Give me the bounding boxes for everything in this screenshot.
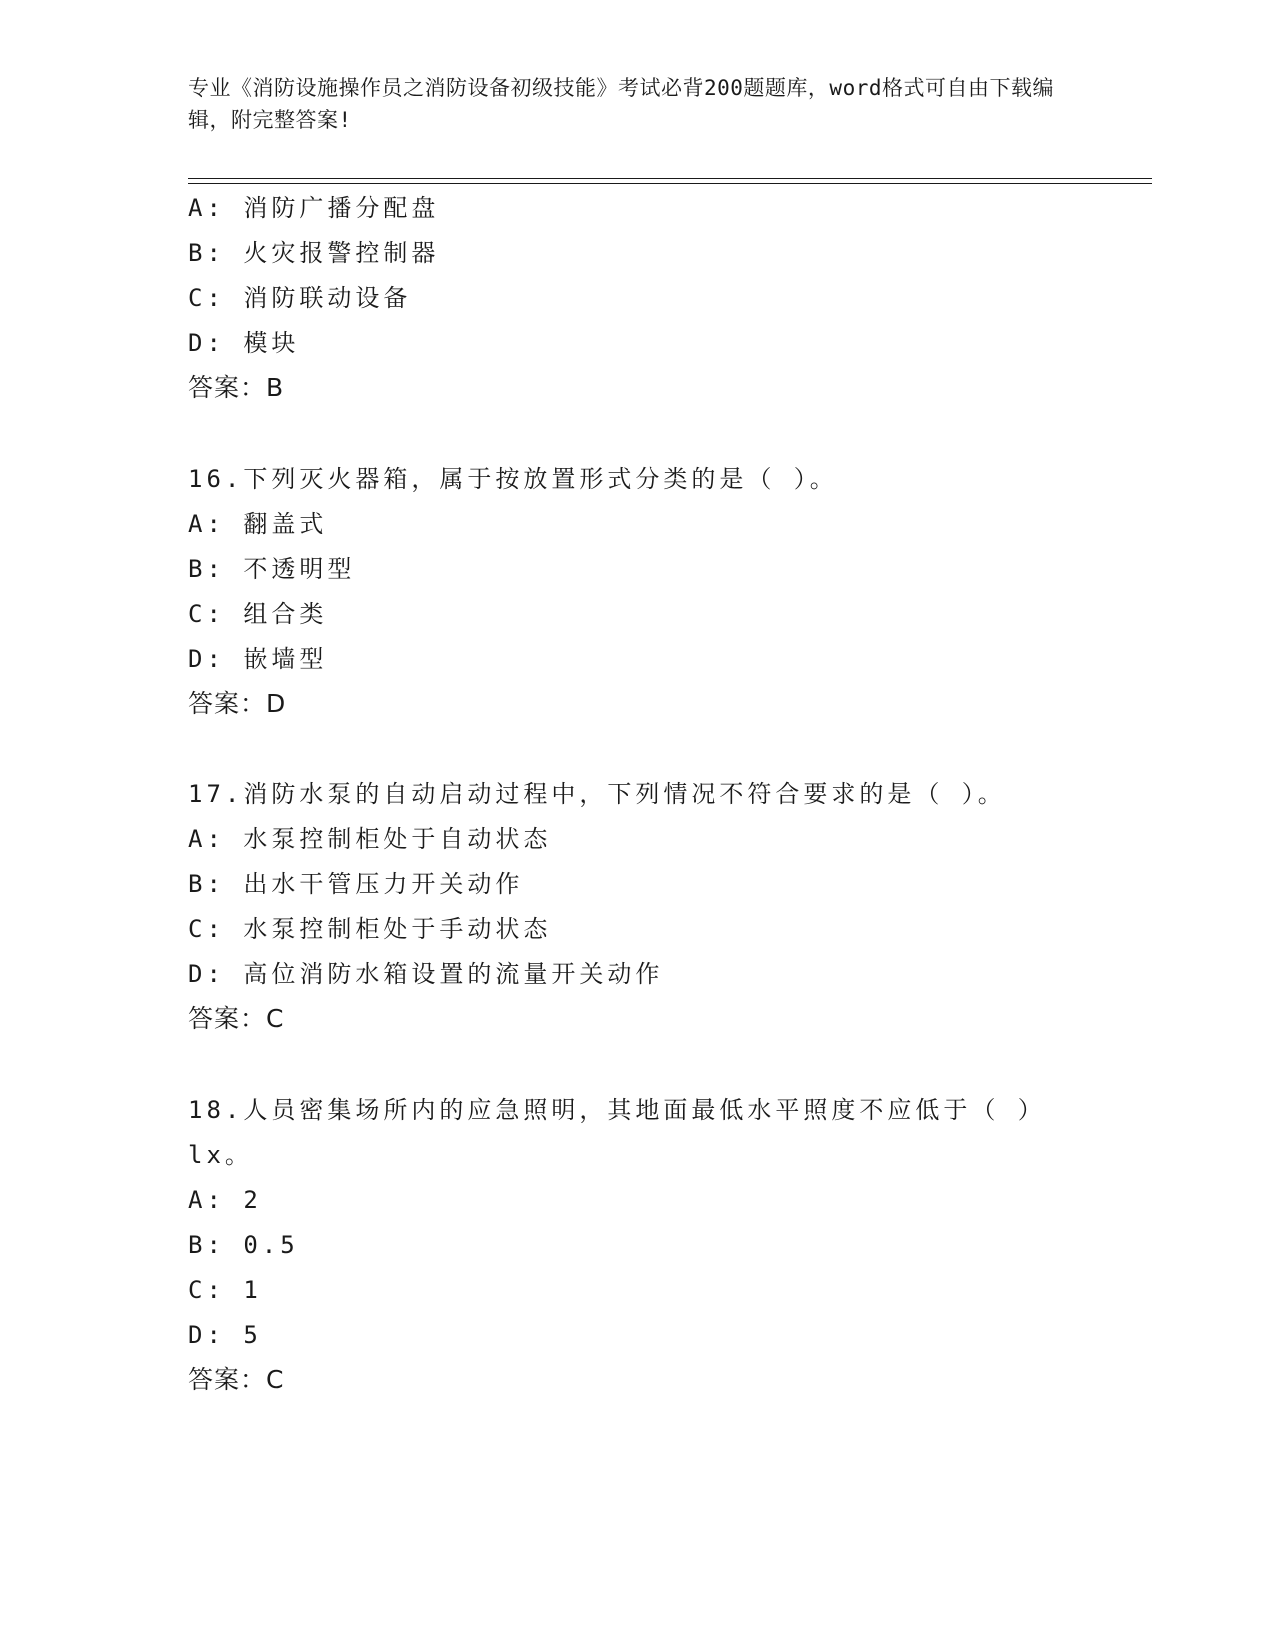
q18-option-c: C: 1 bbox=[188, 1276, 262, 1304]
document-header: 专业《消防设施操作员之消防设备初级技能》考试必背200题题库，word格式可自由下载编辑，附完整答案! bbox=[188, 76, 1054, 132]
q18-answer: 答案：C bbox=[188, 1365, 285, 1394]
q18-question-continued: lx。 bbox=[188, 1141, 253, 1169]
q18-option-b: B: 0.5 bbox=[188, 1231, 299, 1259]
q16-question: 16.下列灭火器箱，属于按放置形式分类的是（ ）。 bbox=[188, 465, 838, 493]
q16-option-c: C: 组合类 bbox=[188, 600, 328, 628]
q16-option-d: D: 嵌墙型 bbox=[188, 645, 328, 673]
q18-question: 18.人员密集场所内的应急照明，其地面最低水平照度不应低于（ ） bbox=[188, 1096, 1046, 1124]
q15-option-c: C: 消防联动设备 bbox=[188, 284, 412, 312]
q17-question: 17.消防水泵的自动启动过程中，下列情况不符合要求的是（ ）。 bbox=[188, 780, 1006, 808]
q17-option-b: B: 出水干管压力开关动作 bbox=[188, 870, 524, 898]
q15-answer: 答案：B bbox=[188, 373, 285, 402]
header-rule-bottom bbox=[188, 183, 1152, 184]
q18-option-d: D: 5 bbox=[188, 1321, 262, 1349]
q15-option-a: A: 消防广播分配盘 bbox=[188, 194, 440, 222]
q16-option-b: B: 不透明型 bbox=[188, 555, 356, 583]
q15-option-b: B: 火灾报警控制器 bbox=[188, 239, 440, 267]
q17-answer: 答案：C bbox=[188, 1004, 285, 1033]
q17-option-c: C: 水泵控制柜处于手动状态 bbox=[188, 915, 552, 943]
q16-option-a: A: 翻盖式 bbox=[188, 510, 328, 538]
q17-option-a: A: 水泵控制柜处于自动状态 bbox=[188, 825, 552, 853]
q17-option-d: D: 高位消防水箱设置的流量开关动作 bbox=[188, 960, 664, 988]
header-rule-top bbox=[188, 178, 1152, 179]
q16-answer: 答案：D bbox=[188, 689, 287, 718]
q18-option-a: A: 2 bbox=[188, 1186, 262, 1214]
q15-option-d: D: 模块 bbox=[188, 329, 300, 357]
